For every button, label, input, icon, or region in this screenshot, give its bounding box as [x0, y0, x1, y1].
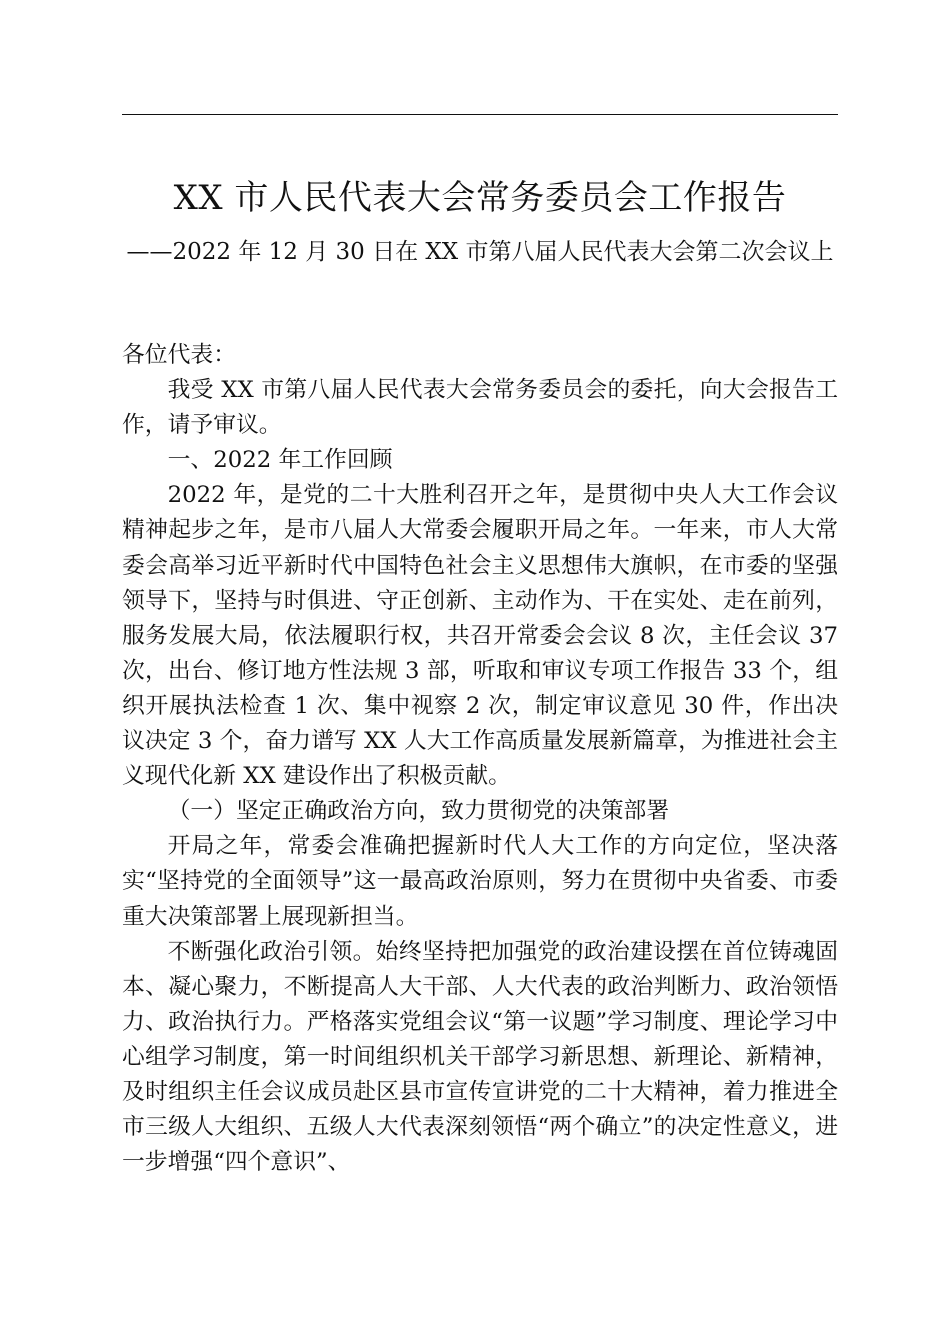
header-rule: [122, 114, 838, 115]
salutation: 各位代表：: [122, 342, 236, 368]
paragraph-overview: 2022 年，是党的二十大胜利召开之年，是贯彻中央人大工作会议精神起步之年，是市八届人大常委会履职开局之年。一年来，市人大常委会高举习近平新时代中国特色社会主义思想伟大旗帜，在市委的坚强领导下，坚持与时俱进、守正创新、主动作为、干在实处、走在前列，服务发展大局，依法履职行权，共召开常委会会议 8 次，主任会议 37 次，出台、修订地方性法规 3 部，听取和审议专项工作报告 33 个，组织开展执法检查 1 次、集中视察 2 次，制定审议意见 30 件，作出决议决定 3 个，奋力谱写 XX 人大工作高质量发展新篇章，为推进社会主义现代化新 XX 建设作出了积极贡献。: [122, 482, 838, 790]
paragraph-intro: 我受 XX 市第八届人民代表大会常务委员会的委托，向大会报告工作，请予审议。: [122, 377, 838, 439]
subsection-heading-1: （一）坚定正确政治方向，致力贯彻党的决策部署: [167, 798, 670, 825]
document-subtitle: ——2022 年 12 月 30 日在 XX 市第八届人民代表大会第二次会议上: [126, 239, 834, 265]
document-body: [122, 338, 838, 1180]
document-title: XX 市人民代表大会常务委员会工作报告: [173, 178, 787, 218]
paragraph-direction: 开局之年，常委会准确把握新时代人大工作的方向定位，坚决落实“坚持党的全面领导”这一最高政治原则，努力在贯彻中央省委、市委重大决策部署上展现新担当。: [122, 833, 838, 930]
paragraph-political-guidance: 不断强化政治引领。始终坚持把加强党的政治建设摆在首位铸魂固本、凝心聚力，不断提高人大干部、人大代表的政治判断力、政治领悟力、政治执行力。严格落实党组会议“第一议题”学习制度、理论学习中心组学习制度，第一时间组织机关干部学习新思想、新理论、新精神，及时组织主任会议成员赴区县市宣传宣讲党的二十大精神，着力推进全市三级人大组织、五级人大代表深刻领悟“两个确立”的决定性意义，进一步增强“四个意识”、: [122, 938, 838, 1176]
section-heading-review: 一、2022 年工作回顾: [167, 447, 393, 474]
